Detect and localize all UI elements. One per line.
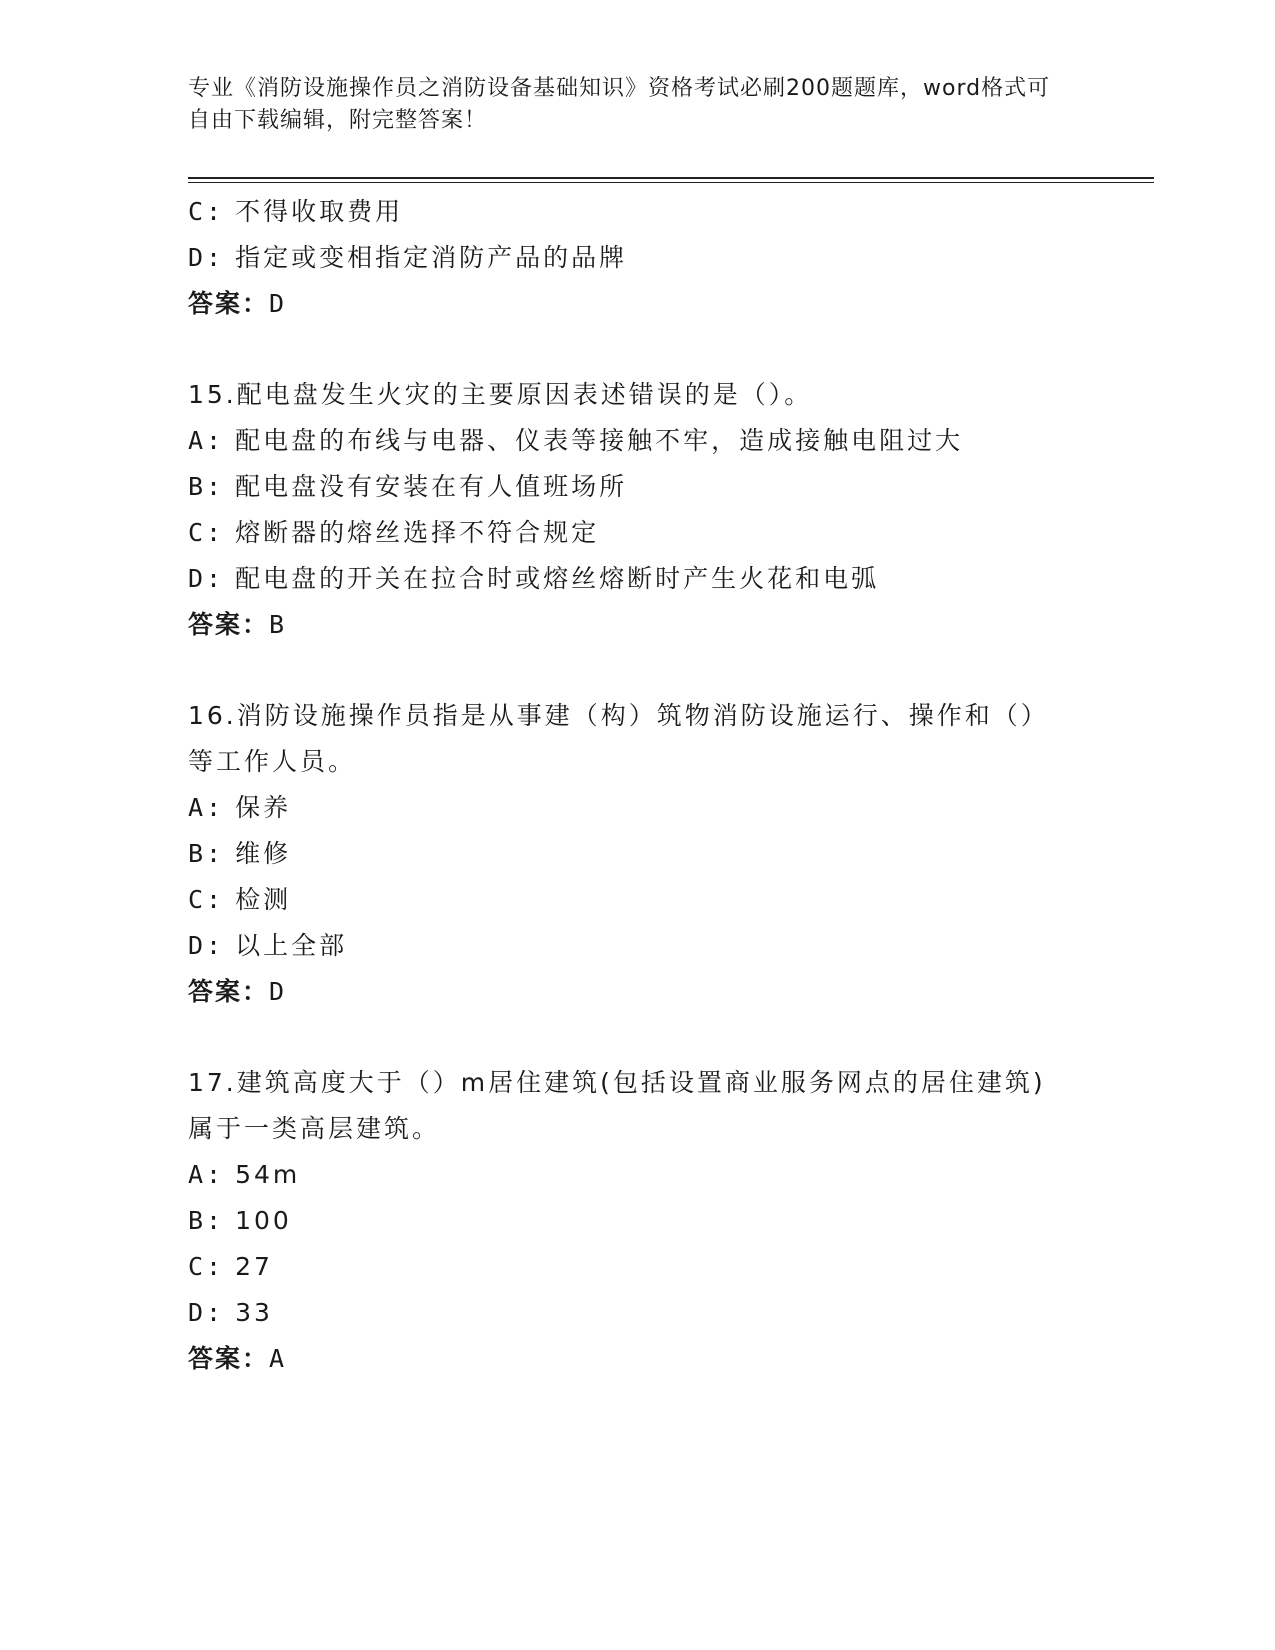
- question-15: [188, 372, 1088, 648]
- answer-line: [188, 969, 1088, 1015]
- answer-label: 答案：: [188, 610, 270, 639]
- option-b: [188, 1198, 1088, 1244]
- question-stem: 17.建筑高度大于（）m居住建筑(包括设置商业服务网点的居住建筑)属于一类高层建筑。: [188, 1068, 1046, 1143]
- option-key: C:: [188, 197, 225, 226]
- option-c: [188, 877, 1088, 923]
- option-key: A:: [188, 426, 225, 455]
- answer-label: 答案：: [188, 977, 270, 1006]
- option-c: [188, 1244, 1088, 1290]
- option-b: [188, 831, 1088, 877]
- answer-value: D: [269, 977, 287, 1006]
- answer-value: A: [269, 1344, 287, 1373]
- option-text: 维修: [235, 839, 292, 868]
- header-divider-thin: [188, 182, 1154, 183]
- option-key: D:: [188, 1298, 225, 1327]
- question-stem: 15.配电盘发生火灾的主要原因表述错误的是（）。: [188, 380, 813, 409]
- option-a: [188, 785, 1088, 831]
- question-stem: 16.消防设施操作员指是从事建（构）筑物消防设施运行、操作和（）等工作人员。: [188, 701, 1049, 776]
- option-text: 配电盘没有安装在有人值班场所: [235, 472, 628, 501]
- partial-question: [188, 189, 1088, 327]
- question-17: [188, 1060, 1088, 1382]
- answer-line: [188, 281, 1088, 327]
- option-d: [188, 923, 1088, 969]
- answer-value: D: [269, 289, 287, 318]
- option-a: [188, 1152, 1088, 1198]
- answer-value: B: [269, 610, 287, 639]
- question-content: [188, 189, 1088, 1382]
- option-key: D:: [188, 931, 225, 960]
- option-key: C:: [188, 885, 225, 914]
- option-key: B:: [188, 472, 225, 501]
- option-text: 熔断器的熔丝选择不符合规定: [235, 518, 600, 547]
- option-text: 配电盘的布线与电器、仪表等接触不牢，造成接触电阻过大: [235, 426, 964, 455]
- option-key: B:: [188, 839, 225, 868]
- option-text: 指定或变相指定消防产品的品牌: [235, 243, 628, 272]
- option-text: 检测: [235, 885, 292, 914]
- option-key: C:: [188, 1252, 225, 1281]
- option-key: A:: [188, 793, 225, 822]
- option-c: [188, 189, 1088, 235]
- spacer: [188, 327, 1088, 372]
- answer-line: [188, 1336, 1088, 1382]
- option-c: [188, 510, 1088, 556]
- option-text: 54m: [235, 1160, 301, 1189]
- option-key: A:: [188, 1160, 225, 1189]
- option-d: [188, 235, 1088, 281]
- page-header: 专业《消防设施操作员之消防设备基础知识》资格考试必刷200题题库，word格式可自由下载编辑，附完整答案！: [188, 76, 1051, 133]
- option-key: B:: [188, 1206, 225, 1235]
- option-d: [188, 1290, 1088, 1336]
- option-text: 33: [235, 1298, 273, 1327]
- option-text: 以上全部: [235, 931, 348, 960]
- answer-label: 答案：: [188, 289, 270, 318]
- header-divider-thick: [188, 177, 1154, 179]
- option-key: D:: [188, 243, 225, 272]
- option-text: 27: [235, 1252, 273, 1281]
- option-text: 配电盘的开关在拉合时或熔丝熔断时产生火花和电弧: [235, 564, 880, 593]
- answer-label: 答案：: [188, 1344, 270, 1373]
- answer-line: [188, 602, 1088, 648]
- question-16: [188, 693, 1088, 1015]
- option-text: 不得收取费用: [235, 197, 404, 226]
- option-text: 保养: [235, 793, 292, 822]
- spacer: [188, 648, 1088, 693]
- option-key: D:: [188, 564, 225, 593]
- spacer: [188, 1015, 1088, 1060]
- option-d: [188, 556, 1088, 602]
- option-key: C:: [188, 518, 225, 547]
- option-b: [188, 464, 1088, 510]
- option-text: 100: [235, 1206, 292, 1235]
- option-a: [188, 418, 1088, 464]
